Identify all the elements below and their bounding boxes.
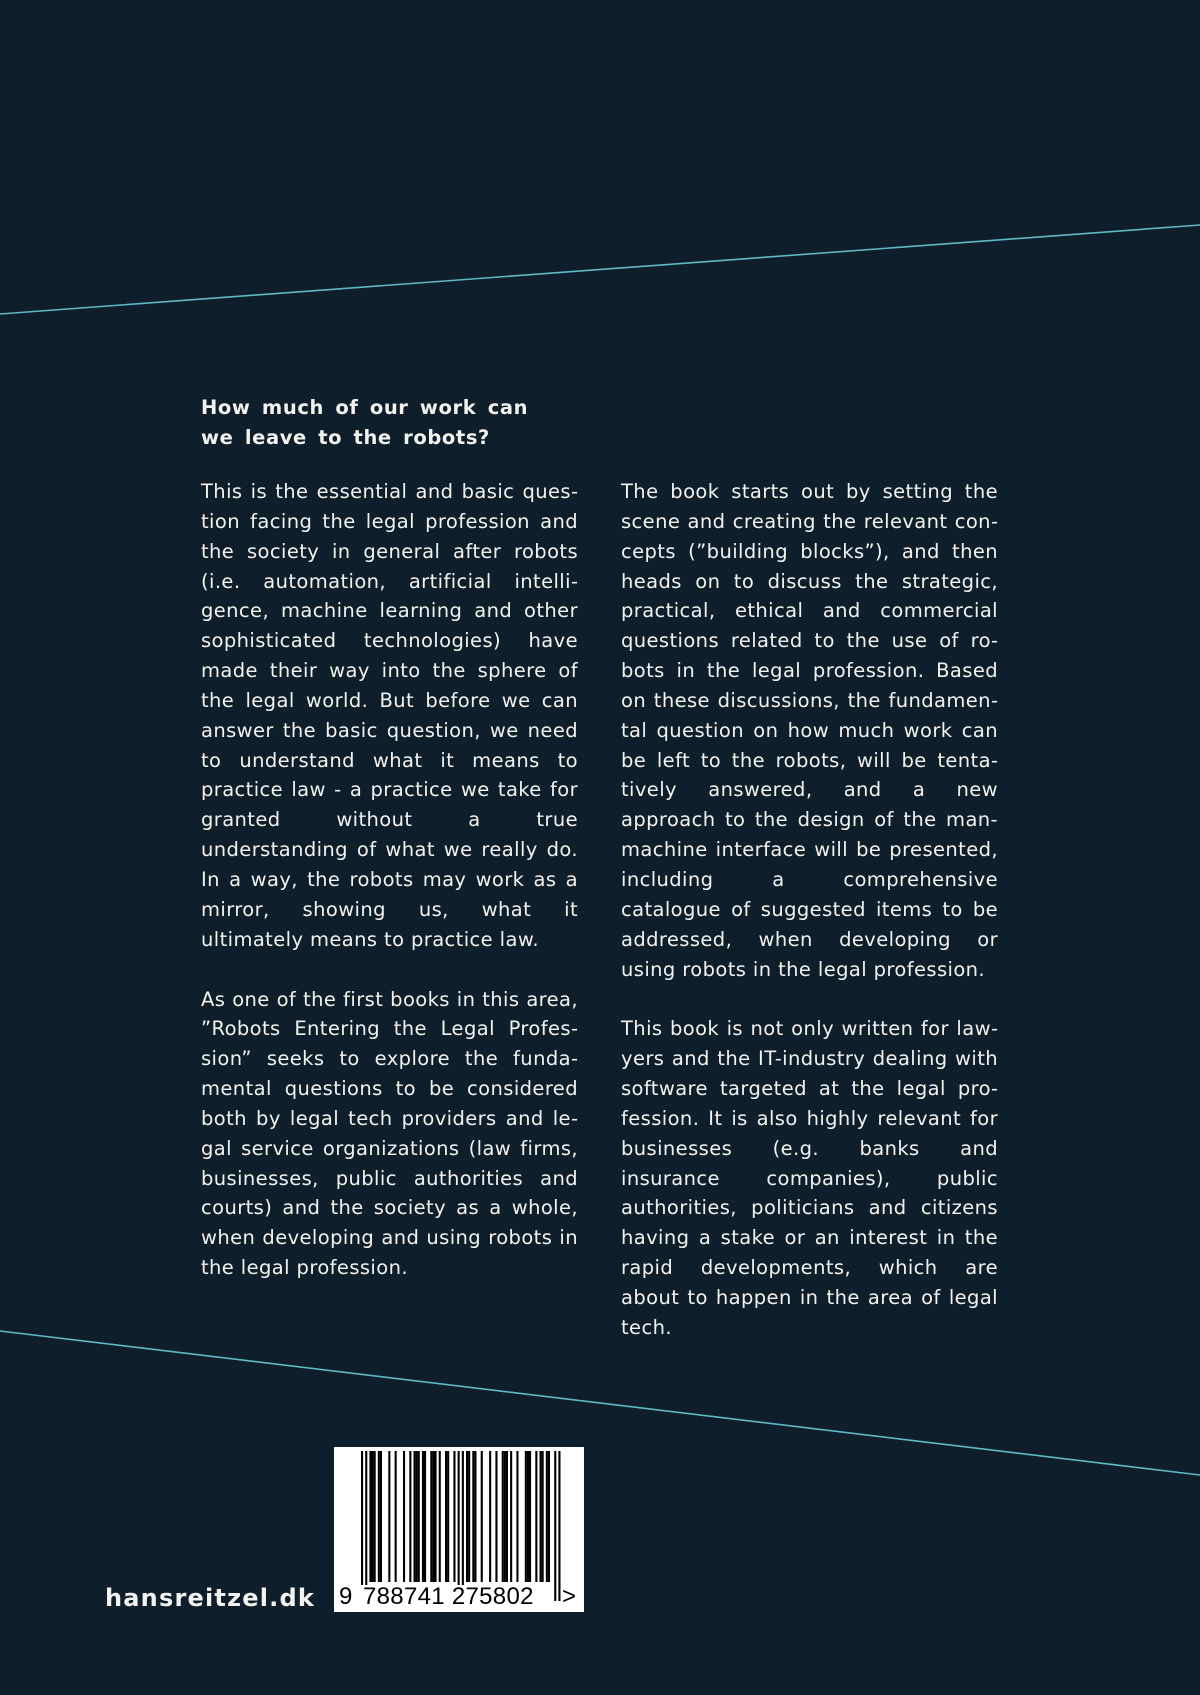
barcode-bar <box>468 1451 470 1582</box>
barcode-lead-digit: 9 <box>339 1583 353 1610</box>
barcode-bar <box>395 1451 397 1582</box>
barcode-bar <box>502 1451 504 1582</box>
barcode-bar <box>474 1451 476 1582</box>
barcode-bar <box>388 1451 390 1582</box>
barcode-bar <box>466 1451 468 1582</box>
barcode-bar <box>525 1451 527 1582</box>
bottom-diagonal-line <box>0 1331 1200 1475</box>
barcode-bar <box>374 1451 376 1582</box>
barcode-bar <box>554 1451 556 1601</box>
barcode-bar <box>378 1451 380 1582</box>
barcode-bar <box>481 1451 483 1582</box>
barcode-bar <box>380 1451 382 1582</box>
left-text-column <box>201 477 578 1313</box>
barcode-bar <box>369 1451 371 1582</box>
barcode-bar <box>535 1451 537 1582</box>
barcode-bar <box>453 1451 455 1582</box>
barcode-bar <box>432 1451 434 1582</box>
barcode-bar <box>409 1451 411 1582</box>
barcode-bar <box>529 1451 531 1582</box>
barcode-bar <box>506 1451 508 1582</box>
barcode-bar <box>403 1451 405 1582</box>
barcode-bar <box>365 1451 367 1601</box>
barcode-bar <box>558 1451 560 1601</box>
barcode-bar <box>361 1451 363 1601</box>
publisher-url: hansreitzel.dk <box>105 1584 315 1612</box>
barcode-end-mark: > <box>562 1583 577 1610</box>
right-paragraph-1: The book starts out by setting the scene and creating the relevant concepts (”building blocks”), and then heads on to discuss the strategic, practical, ethical and commercial questions related to the use of robots in the legal profession. Based on these discussions, the fundamental question on how much work can be left to the robots, will be tentatively answered, and a new approach to the design of the man-machine interface will be presented, including a comprehensive catalogue of suggested items to be addressed, when developing or using robots in the legal profession. <box>621 480 998 981</box>
back-cover-headline: How much of our work can we leave to the robots? <box>201 396 529 449</box>
barcode-bar <box>422 1451 424 1582</box>
barcode-bar <box>435 1451 437 1582</box>
barcode-bar <box>462 1451 464 1601</box>
barcode-bar <box>548 1451 550 1582</box>
barcode-bar <box>439 1451 441 1582</box>
barcode-bar <box>414 1451 416 1582</box>
right-paragraph-2: This book is not only written for lawyers and the IT-industry dealing with software targeted at the legal profession. It is also highly relevant for businesses (e.g. banks and insurance companies), public authorities, politicians and citizens having a stake or an interest in the rapid developments, which are about to happen in the area of legal tech. <box>621 1017 998 1339</box>
barcode-bar <box>418 1451 420 1582</box>
left-paragraph-2: As one of the first books in this area, ”Robots Entering the Legal Profession” seeks to explore the fundamental questions to be considered both by legal tech providers and legal service organizations (law firms, businesses, public authorities and courts) and the society as a whole, when developing and using robots in the legal profession. <box>201 987 578 1280</box>
barcode-bar <box>447 1451 449 1582</box>
barcode-bar <box>504 1451 506 1582</box>
left-paragraph-1: This is the essential and basic question facing the legal profession and the society in general after robots (i.e. automation, artificial intelligence, machine learning and other sophisticated technologies) have made their way into the sphere of the legal world. But before we can answer the basic question, we need to understand what it means to practice law - a practice we take for granted without a true understanding of what we really do. In a way, the robots may work as a mirror, showing us, what it ultimately means to practice law. <box>201 480 578 951</box>
barcode-bar <box>540 1451 542 1582</box>
barcode-bar <box>542 1451 544 1582</box>
barcode-bar <box>372 1451 374 1582</box>
barcode-bar <box>430 1451 432 1582</box>
top-diagonal-line <box>0 225 1200 314</box>
barcode-bar <box>416 1451 418 1582</box>
barcode-digits: 788741 275802 <box>361 1585 548 1609</box>
barcode-bar <box>510 1451 512 1582</box>
barcode-bar <box>495 1451 497 1582</box>
barcode-bar <box>516 1451 518 1582</box>
barcode-bar <box>546 1451 548 1582</box>
barcode-bar <box>527 1451 529 1582</box>
barcode-bar <box>458 1451 460 1601</box>
isbn-barcode <box>334 1447 584 1612</box>
barcode-bar <box>472 1451 474 1582</box>
barcode-bar <box>424 1451 426 1582</box>
barcode-bar <box>489 1451 491 1582</box>
right-text-column <box>621 477 998 1373</box>
barcode-bar <box>445 1451 447 1582</box>
